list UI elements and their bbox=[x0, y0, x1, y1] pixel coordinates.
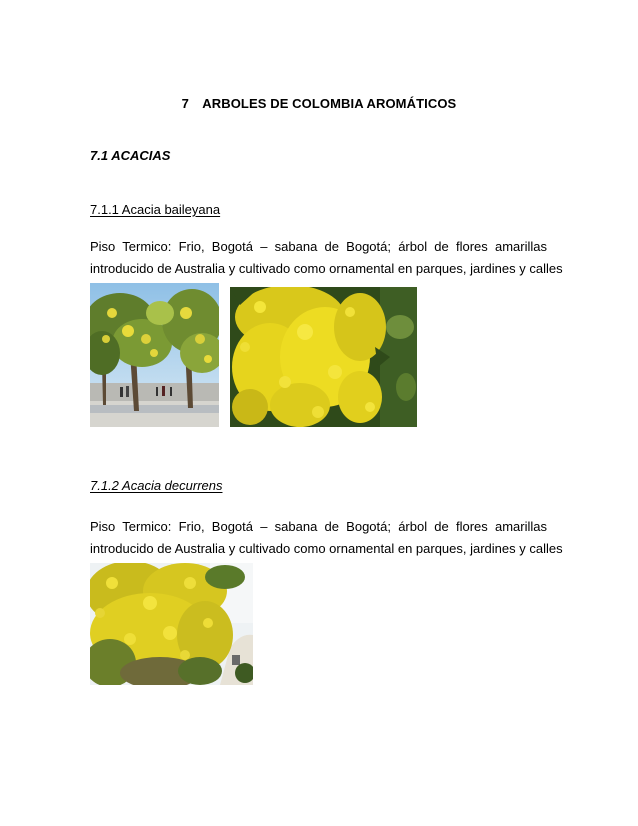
chapter-number: 7 bbox=[181, 96, 189, 111]
description-line: Piso Termico: Frio, Bogotá – sabana de Bogotá; árbol de flores amarillas bbox=[90, 519, 547, 534]
acacia-baileyana-flowers-photo bbox=[230, 287, 417, 427]
description-line: Piso Termico: Frio, Bogotá – sabana de Bogotá; árbol de flores amarillas bbox=[90, 239, 547, 254]
species-description-decurrens bbox=[90, 516, 563, 560]
acacia-decurrens-photo bbox=[90, 563, 253, 685]
species-description-baileyana bbox=[90, 236, 563, 280]
species-heading-decurrens: 7.1.2 Acacia decurrens bbox=[90, 478, 223, 493]
description-line: introducido de Australia y cultivado como ornamental en parques, jardines y calles bbox=[90, 541, 563, 556]
section-heading: 7.1 ACACIAS bbox=[90, 148, 171, 163]
chapter-title-text: ARBOLES DE COLOMBIA AROMÁTICOS bbox=[202, 96, 457, 111]
species-heading-baileyana: 7.1.1 Acacia baileyana bbox=[90, 202, 221, 217]
chapter-title bbox=[0, 96, 638, 111]
acacia-baileyana-park-photo bbox=[90, 283, 219, 427]
description-line: introducido de Australia y cultivado como ornamental en parques, jardines y calles bbox=[90, 261, 563, 276]
